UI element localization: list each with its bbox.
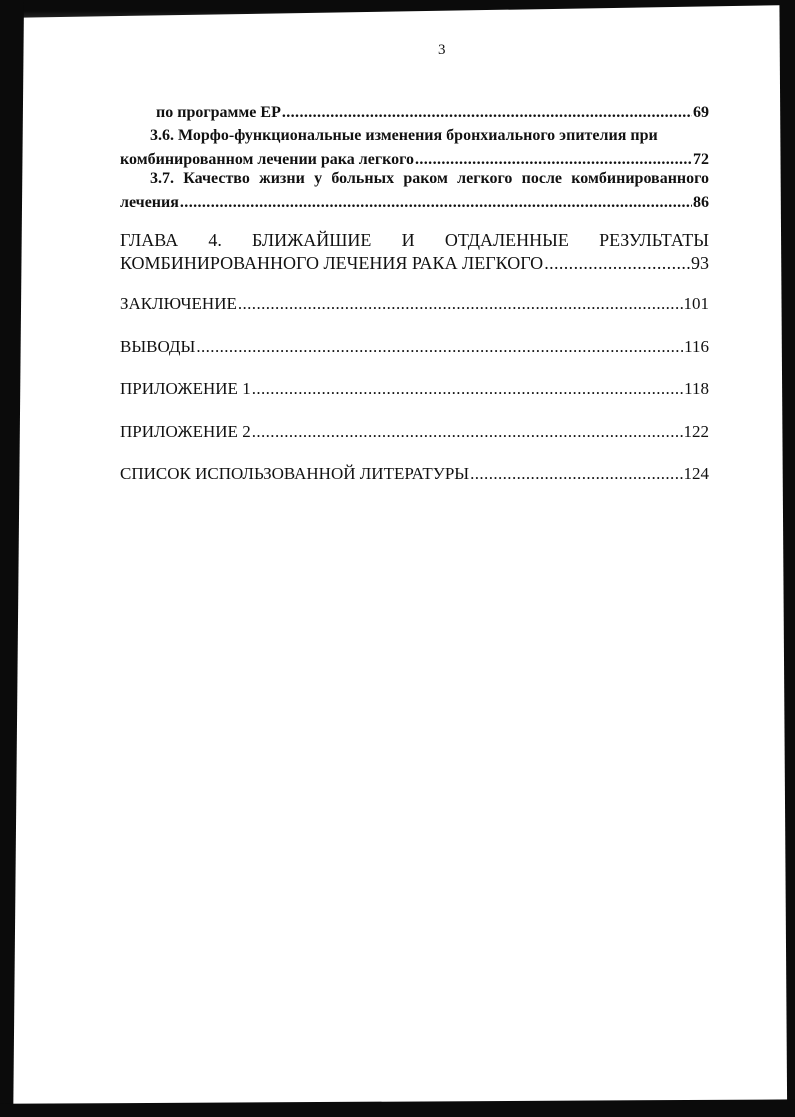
toc-entry-ep xyxy=(120,101,709,125)
dot-leader xyxy=(196,335,683,359)
toc-line xyxy=(120,292,709,316)
toc-line xyxy=(120,101,709,125)
toc-page-number: 116 xyxy=(684,337,709,356)
toc-page-number: 101 xyxy=(683,294,709,313)
toc-line xyxy=(120,191,709,215)
toc-entry-title: ЗАКЛЮЧЕНИЕ xyxy=(120,294,237,313)
toc-page-number: 86 xyxy=(693,194,709,211)
toc-page-number: 122 xyxy=(683,422,709,441)
dot-leader xyxy=(180,191,692,215)
toc-page-number: 69 xyxy=(693,104,709,121)
toc-appendix-1 xyxy=(120,377,709,401)
toc-line xyxy=(120,335,709,359)
dot-leader xyxy=(544,252,690,275)
toc-entry-title: ПРИЛОЖЕНИЕ 1 xyxy=(120,379,251,398)
toc-page-number: 124 xyxy=(683,464,709,483)
toc-page-number: 72 xyxy=(693,151,709,168)
toc-line xyxy=(120,462,709,486)
toc-references xyxy=(120,462,709,486)
toc-line xyxy=(120,229,709,252)
toc-line xyxy=(120,124,709,148)
dot-leader xyxy=(252,377,683,401)
toc-line xyxy=(120,420,709,444)
toc-entry-title-cont: комбинированном лечении рака легкого xyxy=(120,151,414,168)
toc-entry-title: по программе ЕР xyxy=(156,104,281,121)
toc-page-number: 93 xyxy=(691,253,709,273)
toc-findings xyxy=(120,335,709,359)
toc-page-number: 118 xyxy=(684,379,709,398)
toc-conclusion xyxy=(120,292,709,316)
toc-entry-3-6 xyxy=(120,124,709,172)
toc-entry-title: 3.7. Качество жизни у больных раком легкого после комбинированного xyxy=(150,170,709,187)
dot-leader xyxy=(252,420,683,444)
toc-entry-title: ПРИЛОЖЕНИЕ 2 xyxy=(120,422,251,441)
toc-line xyxy=(120,377,709,401)
toc-entry-title: ВЫВОДЫ xyxy=(120,337,196,356)
page-number: 3 xyxy=(438,42,446,58)
toc-entry-title: 3.6. Морфо-функциональные изменения бронхиального эпителия при xyxy=(150,127,658,144)
toc-line xyxy=(120,252,709,275)
chapter-title: ГЛАВА 4. БЛИЖАЙШИЕ И ОТДАЛЕННЫЕ РЕЗУЛЬТАТЫ xyxy=(120,230,709,250)
toc-entry-title-cont: лечения xyxy=(120,194,179,211)
toc-chapter-4 xyxy=(120,229,709,275)
toc-entry-title: СПИСОК ИСПОЛЬЗОВАННОЙ ЛИТЕРАТУРЫ xyxy=(120,464,470,483)
toc-entry-3-7 xyxy=(120,167,709,215)
dot-leader xyxy=(238,292,683,316)
chapter-title-cont: КОМБИНИРОВАННОГО ЛЕЧЕНИЯ РАКА ЛЕГКОГО xyxy=(120,253,544,273)
dot-leader xyxy=(282,101,692,125)
toc-appendix-2 xyxy=(120,420,709,444)
dot-leader xyxy=(470,462,682,486)
toc-line xyxy=(120,167,709,191)
